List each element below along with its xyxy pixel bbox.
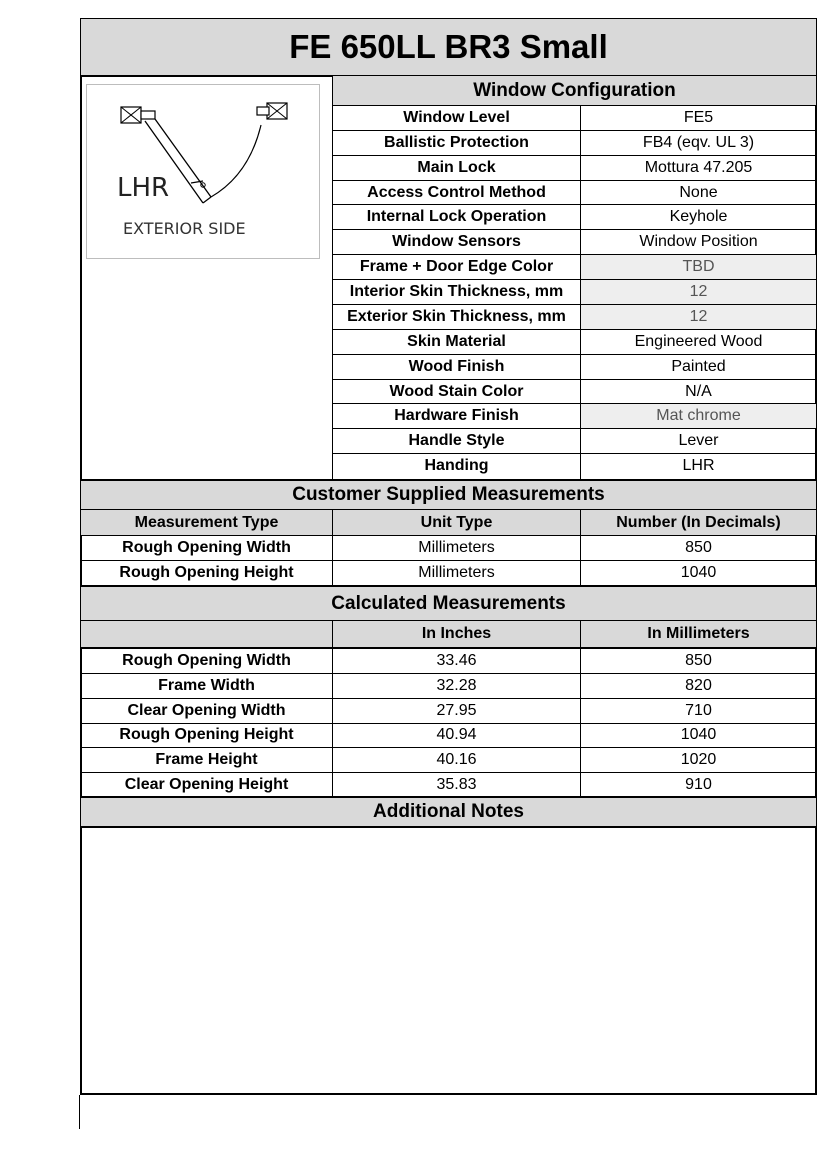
additional-notes-body[interactable] bbox=[82, 829, 815, 1093]
config-value: Keyhole bbox=[669, 208, 728, 225]
calc-row-name: Rough Opening Height bbox=[119, 726, 294, 743]
calc-row-name: Clear Opening Width bbox=[127, 702, 286, 719]
config-value: TBD bbox=[581, 255, 816, 279]
col-in-inches: In Inches bbox=[333, 621, 580, 647]
calc-row-name: Frame Height bbox=[155, 751, 258, 768]
config-label: Main Lock bbox=[417, 159, 496, 176]
col-measurement-type: Measurement Type bbox=[81, 510, 332, 535]
calc-row-inches: 27.95 bbox=[436, 702, 477, 719]
config-label: Handing bbox=[424, 457, 489, 474]
config-label: Exterior Skin Thickness, mm bbox=[347, 308, 566, 325]
calc-row-name: Rough Opening Width bbox=[122, 652, 291, 669]
calc-row-mm: 1020 bbox=[680, 751, 717, 768]
config-value: Lever bbox=[678, 432, 719, 449]
config-value: Engineered Wood bbox=[634, 333, 763, 350]
customer-row-type: Rough Opening Height bbox=[119, 564, 294, 581]
config-value: Window Position bbox=[639, 233, 758, 250]
config-label: Ballistic Protection bbox=[384, 134, 529, 151]
calc-row-mm: 850 bbox=[685, 652, 712, 669]
col-unit-type: Unit Type bbox=[333, 510, 580, 535]
customer-row-number: 850 bbox=[685, 539, 712, 556]
exterior-side-label: EXTERIOR SIDE bbox=[123, 219, 246, 238]
config-label: Frame + Door Edge Color bbox=[359, 258, 554, 275]
calc-row-mm: 910 bbox=[685, 776, 712, 793]
calc-row-inches: 33.46 bbox=[436, 652, 477, 669]
customer-row-type: Rough Opening Width bbox=[122, 539, 291, 556]
window-handing-diagram bbox=[86, 84, 320, 259]
additional-notes-header: Additional Notes bbox=[81, 798, 816, 826]
config-label: Interior Skin Thickness, mm bbox=[349, 283, 564, 300]
config-value: 12 bbox=[581, 280, 816, 304]
handing-label: LHR bbox=[117, 173, 170, 203]
config-label: Access Control Method bbox=[367, 183, 546, 201]
config-label: Hardware Finish bbox=[394, 407, 519, 424]
config-value: FB4 (eqv. UL 3) bbox=[642, 134, 755, 151]
customer-measurements-header: Customer Supplied Measurements bbox=[81, 481, 816, 509]
window-configuration-header: Window Configuration bbox=[333, 76, 816, 105]
config-value: None bbox=[679, 183, 718, 201]
calc-row-name: Frame Width bbox=[158, 677, 255, 694]
page-margin-rule bbox=[79, 1095, 80, 1129]
config-label: Wood Finish bbox=[408, 358, 505, 375]
calc-row-mm: 1040 bbox=[680, 726, 717, 743]
config-value: 12 bbox=[581, 305, 816, 329]
config-value: Painted bbox=[671, 358, 726, 375]
calculated-measurements-header: Calculated Measurements bbox=[81, 587, 816, 620]
config-label: Window Sensors bbox=[392, 233, 521, 250]
calc-row-mm: 710 bbox=[685, 702, 712, 719]
page-title: FE 650LL BR3 Small bbox=[81, 19, 816, 75]
col-number: Number (In Decimals) bbox=[581, 510, 816, 535]
customer-row-number: 1040 bbox=[680, 564, 717, 581]
config-value: LHR bbox=[682, 457, 715, 474]
config-label: Window Level bbox=[403, 109, 510, 126]
config-value: FE5 bbox=[683, 109, 714, 126]
config-label: Handle Style bbox=[408, 432, 505, 449]
calc-row-inches: 32.28 bbox=[436, 677, 477, 694]
col-in-millimeters: In Millimeters bbox=[581, 621, 816, 647]
config-value: N/A bbox=[685, 382, 712, 400]
calc-row-mm: 820 bbox=[685, 677, 712, 694]
calc-row-inches: 40.16 bbox=[436, 751, 477, 768]
customer-row-unit: Millimeters bbox=[418, 564, 495, 581]
config-label: Skin Material bbox=[407, 333, 506, 350]
config-value: Mottura 47.205 bbox=[644, 159, 753, 176]
calc-row-inches: 35.83 bbox=[436, 776, 477, 793]
config-label: Wood Stain Color bbox=[389, 382, 524, 400]
col-calc-blank bbox=[81, 621, 332, 647]
customer-row-unit: Millimeters bbox=[418, 539, 495, 556]
calc-row-inches: 40.94 bbox=[436, 726, 477, 743]
config-label: Internal Lock Operation bbox=[366, 208, 547, 225]
calc-row-name: Clear Opening Height bbox=[124, 776, 289, 793]
config-value: Mat chrome bbox=[581, 404, 816, 428]
